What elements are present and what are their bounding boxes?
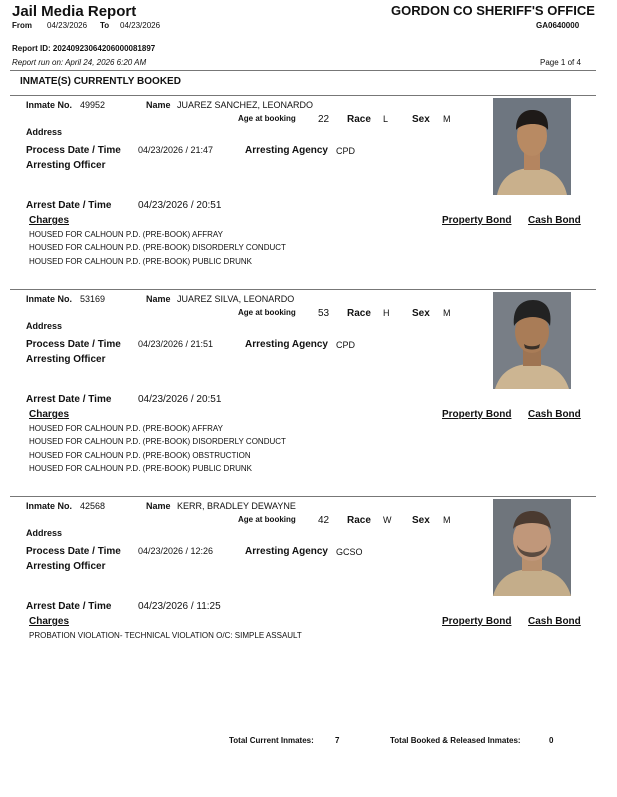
- property-bond-label: Property Bond: [442, 409, 512, 420]
- report-title: Jail Media Report: [12, 3, 137, 20]
- section-divider: [10, 95, 596, 96]
- sex-label: Sex: [412, 515, 430, 526]
- age-label: Age at booking: [238, 114, 296, 123]
- inmate-name: JUAREZ SILVA, LEONARDO: [177, 294, 295, 304]
- age-value: 22: [318, 114, 330, 125]
- cash-bond-label: Cash Bond: [528, 409, 581, 420]
- agency-value: GCSO: [336, 547, 363, 557]
- from-label: From: [12, 21, 32, 30]
- name-label: Name: [146, 294, 171, 304]
- section-title: INMATE(S) CURRENTLY BOOKED: [20, 76, 181, 87]
- age-value: 53: [318, 308, 330, 319]
- record-divider: [10, 496, 596, 497]
- charge-line: HOUSED FOR CALHOUN P.D. (PRE-BOOK) DISORDERLY CONDUCT: [29, 437, 286, 446]
- charge-line: HOUSED FOR CALHOUN P.D. (PRE-BOOK) OBSTRUCTION: [29, 451, 251, 460]
- sex-value: M: [443, 114, 451, 124]
- header-divider: [10, 70, 596, 71]
- booking-photo: [493, 292, 571, 389]
- inmate-no: 49952: [80, 100, 106, 110]
- charge-line: HOUSED FOR CALHOUN P.D. (PRE-BOOK) PUBLIC DRUNK: [29, 464, 252, 473]
- booking-photo: [493, 98, 571, 195]
- race-value: W: [383, 515, 392, 525]
- arrest-date: 04/23/2026 / 11:25: [138, 601, 221, 612]
- agency-name: GORDON CO SHERIFF'S OFFICE: [391, 3, 595, 18]
- age-value: 42: [318, 515, 330, 526]
- charges-label: Charges: [29, 409, 70, 420]
- arrest-label: Arrest Date / Time: [26, 394, 112, 405]
- race-value: H: [383, 308, 390, 318]
- to-date: 04/23/2026: [120, 21, 161, 30]
- sex-value: M: [443, 308, 451, 318]
- charge-line: HOUSED FOR CALHOUN P.D. (PRE-BOOK) PUBLIC DRUNK: [29, 257, 252, 266]
- property-bond-label: Property Bond: [442, 616, 512, 627]
- charge-line: HOUSED FOR CALHOUN P.D. (PRE-BOOK) AFFRAY: [29, 230, 223, 239]
- inmate-no: 42568: [80, 501, 106, 511]
- charges-label: Charges: [29, 616, 70, 627]
- inmate-no-label: Inmate No.: [26, 294, 73, 304]
- officer-label: Arresting Officer: [26, 354, 106, 365]
- page-number: Page 1 of 4: [540, 58, 581, 67]
- process-label: Process Date / Time: [26, 546, 121, 557]
- race-label: Race: [347, 308, 371, 319]
- charge-line: PROBATION VIOLATION- TECHNICAL VIOLATION O/C: SIMPLE ASSAULT: [29, 631, 302, 640]
- agency-code: GA0640000: [536, 21, 580, 30]
- inmate-no: 53169: [80, 294, 106, 304]
- race-label: Race: [347, 515, 371, 526]
- charges-label: Charges: [29, 215, 70, 226]
- name-label: Name: [146, 100, 171, 110]
- officer-label: Arresting Officer: [26, 160, 106, 171]
- agency-value: CPD: [336, 340, 356, 350]
- total-released-value: 0: [549, 736, 554, 745]
- process-date: 04/23/2026 / 21:51: [138, 339, 214, 349]
- arrest-date: 04/23/2026 / 20:51: [138, 394, 222, 405]
- officer-label: Arresting Officer: [26, 561, 106, 572]
- to-label: To: [100, 21, 110, 30]
- agency-value: CPD: [336, 146, 356, 156]
- inmate-no-label: Inmate No.: [26, 100, 73, 110]
- total-released-label: Total Booked & Released Inmates:: [390, 736, 521, 745]
- process-date: 04/23/2026 / 21:47: [138, 145, 214, 155]
- sex-value: M: [443, 515, 451, 525]
- process-date: 04/23/2026 / 12:26: [138, 546, 214, 556]
- booking-photo: [493, 499, 571, 596]
- record-divider: [10, 289, 596, 290]
- agency-label: Arresting Agency: [245, 339, 328, 350]
- total-current-value: 7: [335, 736, 340, 745]
- agency-label: Arresting Agency: [245, 546, 328, 557]
- arrest-label: Arrest Date / Time: [26, 601, 112, 612]
- process-label: Process Date / Time: [26, 339, 121, 350]
- from-date: 04/23/2026: [47, 21, 88, 30]
- age-label: Age at booking: [238, 515, 296, 524]
- address-label: Address: [26, 127, 63, 137]
- sex-label: Sex: [412, 308, 430, 319]
- property-bond-label: Property Bond: [442, 215, 512, 226]
- report-id: Report ID: 20240923064206000081897: [12, 44, 156, 53]
- cash-bond-label: Cash Bond: [528, 215, 581, 226]
- race-label: Race: [347, 114, 371, 125]
- age-label: Age at booking: [238, 308, 296, 317]
- cash-bond-label: Cash Bond: [528, 616, 581, 627]
- total-current-label: Total Current Inmates:: [229, 736, 314, 745]
- sex-label: Sex: [412, 114, 430, 125]
- report-run-on: Report run on: April 24, 2026 6:20 AM: [12, 58, 147, 67]
- arrest-date: 04/23/2026 / 20:51: [138, 200, 222, 211]
- inmate-name: KERR, BRADLEY DEWAYNE: [177, 501, 296, 511]
- inmate-name: JUAREZ SANCHEZ, LEONARDO: [177, 100, 314, 110]
- charge-line: HOUSED FOR CALHOUN P.D. (PRE-BOOK) AFFRAY: [29, 424, 223, 433]
- charge-line: HOUSED FOR CALHOUN P.D. (PRE-BOOK) DISORDERLY CONDUCT: [29, 243, 286, 252]
- address-label: Address: [26, 528, 63, 538]
- inmate-no-label: Inmate No.: [26, 501, 73, 511]
- race-value: L: [383, 114, 389, 124]
- name-label: Name: [146, 501, 171, 511]
- process-label: Process Date / Time: [26, 145, 121, 156]
- agency-label: Arresting Agency: [245, 145, 328, 156]
- address-label: Address: [26, 321, 63, 331]
- arrest-label: Arrest Date / Time: [26, 200, 112, 211]
